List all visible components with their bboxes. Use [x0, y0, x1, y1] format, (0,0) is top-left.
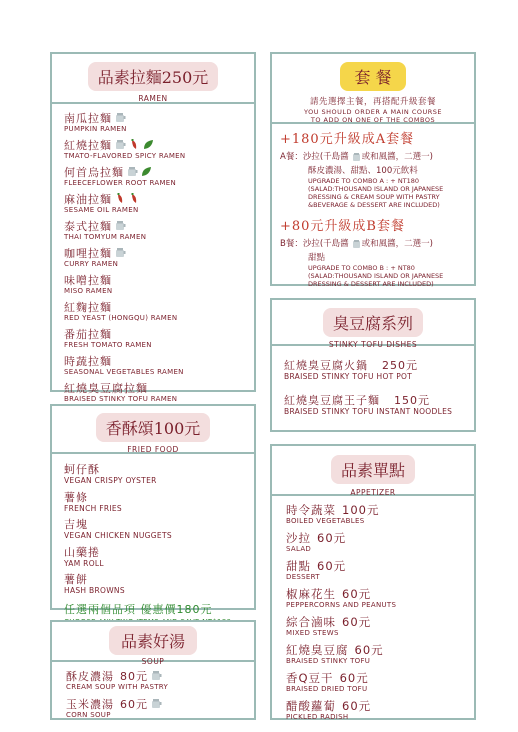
- soup-subtitle: SOUP: [141, 657, 165, 666]
- leaf-icon: [143, 139, 154, 150]
- menu-item-english: BRAISED STINKY TOFU INSTANT NOODLES: [284, 406, 453, 416]
- combo-b-en: [280, 264, 474, 288]
- menu-item-name: 何首烏拉麵: [64, 166, 124, 179]
- menu-item-name: 沙拉: [286, 531, 311, 545]
- ramen-subtitle: RAMEN: [138, 94, 168, 103]
- menu-item-english: THAI TOMYUM RAMEN: [64, 233, 147, 241]
- chili-icon: [115, 193, 126, 204]
- menu-item-name: 吉塊: [64, 518, 88, 531]
- menu-item-name: 時蔬拉麵: [64, 355, 112, 368]
- menu-item-name: 薯條: [64, 490, 88, 504]
- menu-item-name: 紅燒拉麵: [64, 139, 112, 152]
- ramen-section: [50, 52, 256, 403]
- tofu-subtitle: STINKY TOFU DISHES: [328, 340, 418, 349]
- menu-item: [64, 244, 254, 268]
- menu-item: [64, 379, 254, 403]
- menu-item-english: PEPPERCORNS AND PEANUTS: [286, 601, 397, 609]
- tofu-title: 臭豆腐系列: [323, 308, 423, 337]
- menu-item-english: SEASONAL VEGETABLES RAMEN: [64, 368, 184, 376]
- menu-item-english: BRAISED STINKY TOFU RAMEN: [64, 395, 178, 403]
- combo-section: [270, 52, 476, 286]
- menu-item-name: 香Q豆干: [286, 671, 334, 685]
- menu-item-english: MIXED STEWS: [286, 629, 339, 637]
- menu-item-name: 紅燒臭豆腐拉麵: [64, 382, 148, 395]
- menu-item-name: 蚵仔酥: [64, 463, 100, 476]
- menu-item: [64, 217, 254, 241]
- menu-item-name: 椒麻花生: [286, 587, 336, 601]
- menu-item-price: 60元: [120, 698, 148, 711]
- combo-a-line1-row: [280, 150, 474, 162]
- menu-item: [284, 391, 474, 416]
- menu-item-english: BRAISED STINKY TOFU: [286, 657, 371, 665]
- menu-item-name: 紅燒臭豆腐王子麵: [284, 393, 380, 407]
- combo-a-en3: DRESSING & CREAM SOUP WITH PASTRY: [308, 193, 440, 201]
- menu-item-english: BRAISED STINKY TOFU HOT POT: [284, 372, 413, 381]
- combo-a-line2: 酥皮濃湯、甜點、100元飲料: [308, 166, 418, 176]
- menu-item-name: 南瓜拉麵: [64, 112, 112, 125]
- menu-item-name: 泰式拉麵: [64, 220, 112, 233]
- soup-header: [52, 622, 254, 666]
- menu-item-english: FRENCH FRIES: [64, 503, 122, 513]
- menu-item-price: 60元: [339, 671, 369, 685]
- combo-note-en1: YOU SHOULD ORDER A MAIN COURSE: [303, 108, 443, 116]
- combo-b-line1: B餐：沙拉(千島醬: [280, 239, 349, 249]
- menu-item: [286, 529, 474, 553]
- menu-item: [66, 667, 254, 691]
- tofu-section: [270, 298, 476, 432]
- chili-icon: [129, 193, 140, 204]
- menu-item-price: 80元: [120, 670, 148, 683]
- fried-promo-zh: 任選兩個品項 優惠價180元: [64, 602, 213, 616]
- soup-title: 品素好湯: [109, 626, 197, 655]
- appetizer-list: [272, 496, 474, 721]
- appetizer-section: [270, 444, 476, 720]
- menu-item-price: 60元: [354, 643, 384, 657]
- menu-item-english: HASH BROWNS: [64, 586, 125, 595]
- cup-icon: [352, 152, 362, 162]
- menu-item-name: 綜合滷味: [286, 615, 336, 629]
- ramen-header: [52, 54, 254, 104]
- appetizer-subtitle: APPETIZER: [350, 488, 396, 497]
- cup-icon: [115, 247, 126, 258]
- menu-item-english: DESSERT: [286, 573, 320, 581]
- menu-item-english: SALAD: [286, 545, 312, 553]
- menu-item: [64, 570, 254, 595]
- menu-item-name: 玉米濃湯: [66, 698, 114, 711]
- menu-item-price: 60元: [342, 699, 372, 713]
- menu-item: [64, 543, 254, 568]
- menu-item-name: 麻油拉麵: [64, 193, 112, 206]
- combo-note-zh: 請先選擇主餐，再搭配升級套餐: [309, 97, 436, 107]
- menu-item: [64, 136, 254, 160]
- combo-b: [272, 209, 474, 288]
- menu-item-name: 咖哩拉麵: [64, 247, 112, 260]
- menu-item-name: 甜點: [286, 559, 311, 573]
- menu-item-english: VEGAN CHICKEN NUGGETS: [64, 531, 172, 540]
- soup-section: [50, 620, 256, 720]
- appetizer-header: [272, 446, 474, 496]
- fried-title: 香酥頌100元: [96, 413, 211, 442]
- combo-a-line1: A餐：沙拉(千島醬: [280, 152, 349, 162]
- fried-subtitle: FRIED FOOD: [127, 445, 179, 454]
- menu-item-name: 味噌拉麵: [64, 274, 112, 287]
- combo-b-line1-row: [280, 237, 474, 249]
- combo-b-en1: UPGRADE TO COMBO B : + NT80: [308, 264, 415, 272]
- menu-item-english: VEGAN CRISPY OYSTER: [64, 476, 157, 485]
- menu-item-name: 紅麴拉麵: [64, 301, 112, 314]
- cup-icon: [127, 166, 138, 177]
- menu-item-name: 酥皮濃湯: [66, 670, 114, 683]
- combo-a-en: [280, 177, 474, 209]
- combo-b-line1b: 或和風醬，二選一): [361, 239, 433, 249]
- menu-item-english: CREAM SOUP WITH PASTRY: [66, 683, 169, 691]
- cup-icon: [151, 698, 162, 709]
- menu-item: [64, 271, 254, 295]
- combo-header: [272, 54, 474, 124]
- menu-item-name: 山藥捲: [64, 545, 100, 559]
- menu-item: [286, 501, 474, 525]
- menu-item-name: 時令蔬菜: [286, 503, 336, 517]
- menu-item: [286, 641, 474, 665]
- menu-item: [286, 585, 474, 609]
- menu-item-price: 100元: [342, 503, 380, 517]
- leaf-icon: [141, 166, 152, 177]
- menu-item-price: 60元: [342, 587, 372, 601]
- cup-icon: [115, 220, 126, 231]
- menu-item: [286, 557, 474, 581]
- menu-item-english: BRAISED DRIED TOFU: [286, 685, 368, 693]
- cup-icon: [115, 139, 126, 150]
- combo-note-en2: TO ADD ON ONE OF THE COMBOS: [310, 116, 436, 124]
- menu-item-english: FRESH TOMATO RAMEN: [64, 341, 152, 349]
- combo-a-title: +180元升級成A套餐: [280, 132, 415, 147]
- menu-item-name: 番茄拉麵: [64, 328, 112, 341]
- menu-item: [286, 669, 474, 693]
- menu-item: [64, 298, 254, 322]
- combo-a-en1: UPGRADE TO COMBO A : + NT180: [308, 177, 420, 185]
- menu-item-english: YAM ROLL: [64, 558, 104, 568]
- ramen-list: [52, 104, 254, 403]
- menu-item-name: 紅燒臭豆腐: [286, 643, 349, 657]
- menu-item-price: 60元: [317, 531, 347, 545]
- menu-item: [64, 460, 254, 485]
- chili-icon: [129, 139, 140, 150]
- menu-item: [64, 190, 254, 214]
- combo-a-en2: (SALAD:THOUSAND ISLAND OR JAPANESE: [308, 185, 444, 193]
- combo-b-en3: DRESSING & DESSERT ARE INCLUDED): [308, 280, 434, 288]
- combo-a-line1b: 或和風醬，二選一): [361, 152, 433, 162]
- fried-header: [52, 406, 254, 454]
- menu-item-price: 250元: [382, 359, 418, 372]
- menu-item: [64, 488, 254, 513]
- menu-item-english: CURRY RAMEN: [64, 260, 119, 268]
- menu-item: [64, 352, 254, 376]
- menu-item: [64, 163, 254, 187]
- combo-b-title: +80元升級成B套餐: [280, 219, 405, 234]
- fried-list: [52, 454, 254, 595]
- combo-title: 套 餐: [340, 62, 405, 91]
- combo-b-line2: 甜點: [308, 253, 326, 263]
- menu-item: [64, 109, 254, 133]
- fried-section: [50, 404, 256, 616]
- menu-item-english: TMATO-FLAVORED SPICY RAMEN: [64, 152, 186, 160]
- menu-item: [64, 515, 254, 540]
- cup-icon: [115, 112, 126, 123]
- tofu-header: [272, 300, 474, 349]
- menu-item-english: MISO RAMEN: [64, 287, 113, 295]
- menu-item-english: SESAME OIL RAMEN: [64, 206, 139, 214]
- cup-icon: [352, 239, 362, 249]
- menu-item-name: 薯餅: [64, 573, 88, 586]
- menu-item-english: BOILED VEGETABLES: [286, 517, 365, 525]
- combo-a: [272, 124, 474, 209]
- menu-item: [66, 695, 254, 719]
- menu-item-english: CORN SOUP: [66, 711, 111, 719]
- menu-item-price: 60元: [342, 615, 372, 629]
- menu-item-price: 150元: [394, 393, 430, 407]
- cup-icon: [151, 670, 162, 681]
- menu-item: [64, 325, 254, 349]
- appetizer-title: 品素單點: [331, 455, 415, 484]
- ramen-title: 品素拉麵250元: [88, 62, 219, 91]
- menu-item-name: 醋酸蘿蔔: [286, 699, 336, 713]
- soup-list: [52, 662, 254, 719]
- tofu-list: [272, 346, 474, 415]
- combo-a-en4: &BEVERAGE & DESSERT ARE INCLUDED): [308, 201, 440, 209]
- menu-item-price: 60元: [317, 559, 347, 573]
- menu-item-english: PICKLED RADISH: [286, 713, 349, 721]
- menu-item-english: RED YEAST (HONGQU) RAMEN: [64, 314, 178, 322]
- menu-item-english: FLEECEFLOWER ROOT RAMEN: [64, 179, 177, 187]
- menu-item-english: PUMPKIN RAMEN: [64, 125, 127, 133]
- menu-item: [286, 613, 474, 637]
- menu-item: [286, 697, 474, 721]
- menu-item-name: 紅燒臭豆腐火鍋: [284, 359, 368, 372]
- menu-item: [284, 356, 474, 381]
- combo-b-en2: (SALAD:THOUSAND ISLAND OR JAPANESE: [308, 272, 444, 280]
